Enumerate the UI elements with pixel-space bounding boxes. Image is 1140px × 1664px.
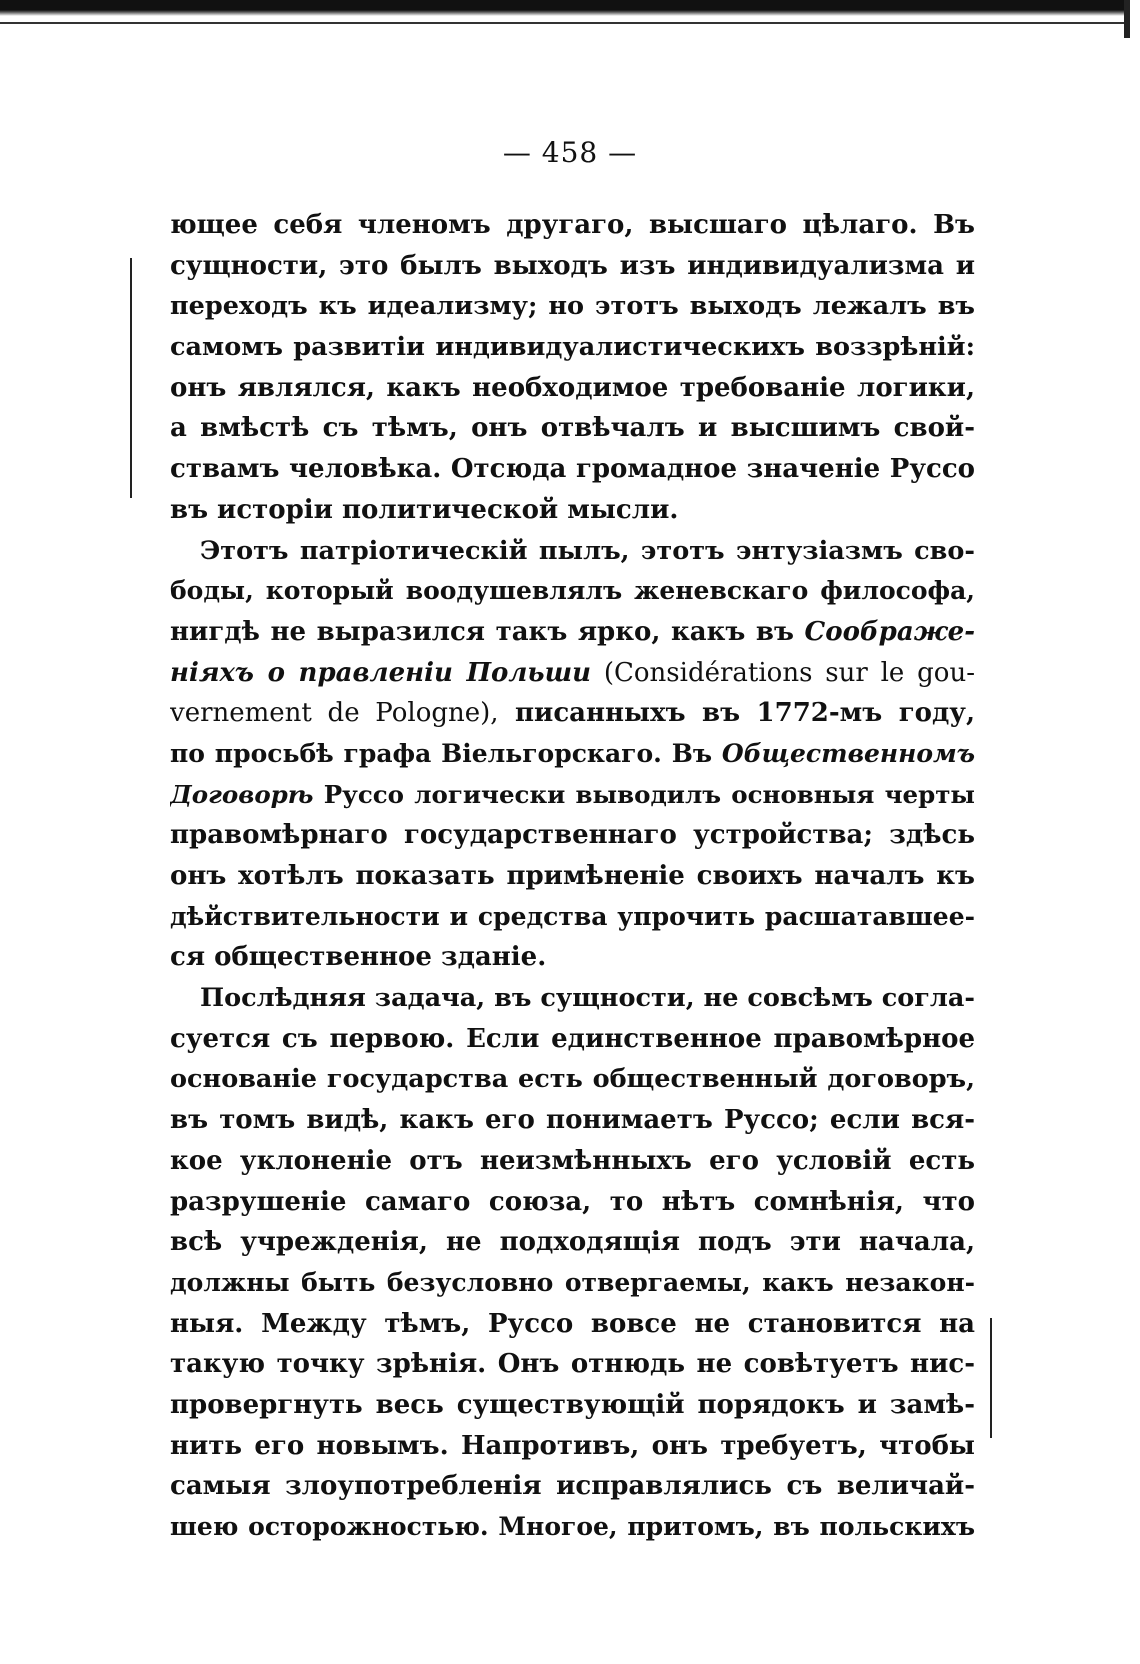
margin-mark-left: [130, 258, 132, 498]
text-line: суется съ первою. Если единственное правомѣрное: [170, 1023, 975, 1054]
text-line: ющее себя членомъ другаго, высшаго цѣлаго. Въ: [170, 210, 975, 240]
text-line: самыя злоупотребленія исправлялись съ величай-: [170, 1471, 975, 1502]
text-line: переходъ къ идеализму; но этотъ выходъ лежалъ въ: [170, 291, 975, 322]
text-line: ныя. Между тѣмъ, Руссо вовсе не становится на: [170, 1308, 975, 1339]
text-segment: нигдѣ не выразился такъ ярко, какъ въ: [170, 616, 805, 647]
text-line: провергнуть весь существующій порядокъ и замѣ-: [170, 1389, 975, 1420]
text-line: такую точку зрѣнія. Онъ отнюдь не совѣтуетъ нис-: [170, 1349, 975, 1380]
text-line: шею осторожностью. Многое, притомъ, въ польскихъ: [170, 1512, 975, 1541]
text-line: а вмѣстѣ съ тѣмъ, онъ отвѣчалъ и высшимъ свой-: [170, 413, 975, 444]
text-segment: vernement de Pologne),: [170, 698, 499, 729]
text-line: въ исторіи политической мысли.: [170, 494, 679, 525]
italic-title: Соображе-: [804, 616, 975, 647]
text-line: сущности, это былъ выходъ изъ индивидуализма и: [170, 250, 975, 281]
text-line: [170, 653, 975, 694]
italic-title: ніяхъ о правленіи Польши: [170, 657, 591, 688]
text-line: Послѣдняя задача, въ сущности, не совсѣмъ согла-: [200, 983, 975, 1014]
text-line: Этотъ патріотическій пылъ, этотъ энтузіазмъ сво-: [200, 535, 975, 566]
text-segment: писанныхъ въ 1772-мъ году,: [498, 698, 975, 729]
top-page-edge-line: [0, 22, 1124, 24]
text-line: кое уклоненіе отъ неизмѣнныхъ его условій есть: [170, 1145, 975, 1176]
text-line: должны быть безусловно отвергаемы, какъ незакон-: [170, 1267, 975, 1297]
text-segment: Руссо логически выводилъ основныя черты: [313, 779, 975, 809]
italic-title: Договорѣ: [170, 779, 314, 809]
text-line: разрушеніе самаго союза, то нѣтъ сомнѣнія, что: [170, 1186, 975, 1217]
text-segment: (Considérations sur le gou-: [591, 657, 975, 688]
top-page-edge: [0, 0, 1130, 16]
text-line: онъ хотѣлъ показать примѣненіе своихъ началъ къ: [170, 861, 975, 891]
margin-mark-right: [990, 1318, 992, 1438]
page-number: — 458 —: [502, 136, 638, 169]
text-line: дѣйствительности и средства упрочить расшатавшее-: [170, 901, 975, 931]
text-line: онъ являлся, какъ необходимое требованіе логики,: [170, 372, 975, 403]
italic-title: Общественномъ: [721, 738, 975, 768]
text-line: [170, 612, 975, 653]
text-line: въ томъ видѣ, какъ его понимаетъ Руссо; если вся-: [170, 1105, 975, 1136]
text-line: ся общественное зданіе.: [170, 942, 547, 973]
text-line: основаніе государства есть общественный договоръ,: [170, 1064, 975, 1095]
text-line: всѣ учрежденія, не подходящія подъ эти начала,: [170, 1227, 975, 1258]
text-line: [170, 775, 975, 816]
text-line: боды, который воодушевлялъ женевскаго философа,: [170, 576, 975, 606]
body-text: [170, 205, 975, 1548]
text-line: правомѣрнаго государственнаго устройства; здѣсь: [170, 820, 975, 851]
text-line: нить его новымъ. Напротивъ, онъ требуетъ, чтобы: [170, 1430, 975, 1461]
text-segment: по просьбѣ графа Віельгорскаго. Въ: [170, 738, 722, 768]
text-line: самомъ развитіи индивидуалистическихъ воззрѣній:: [170, 332, 975, 363]
text-line: ствамъ человѣка. Отсюда громадное значеніе Руссо: [170, 454, 975, 485]
text-line: [170, 734, 975, 775]
top-right-edge-mark: [1124, 0, 1130, 38]
text-line: [170, 693, 975, 734]
